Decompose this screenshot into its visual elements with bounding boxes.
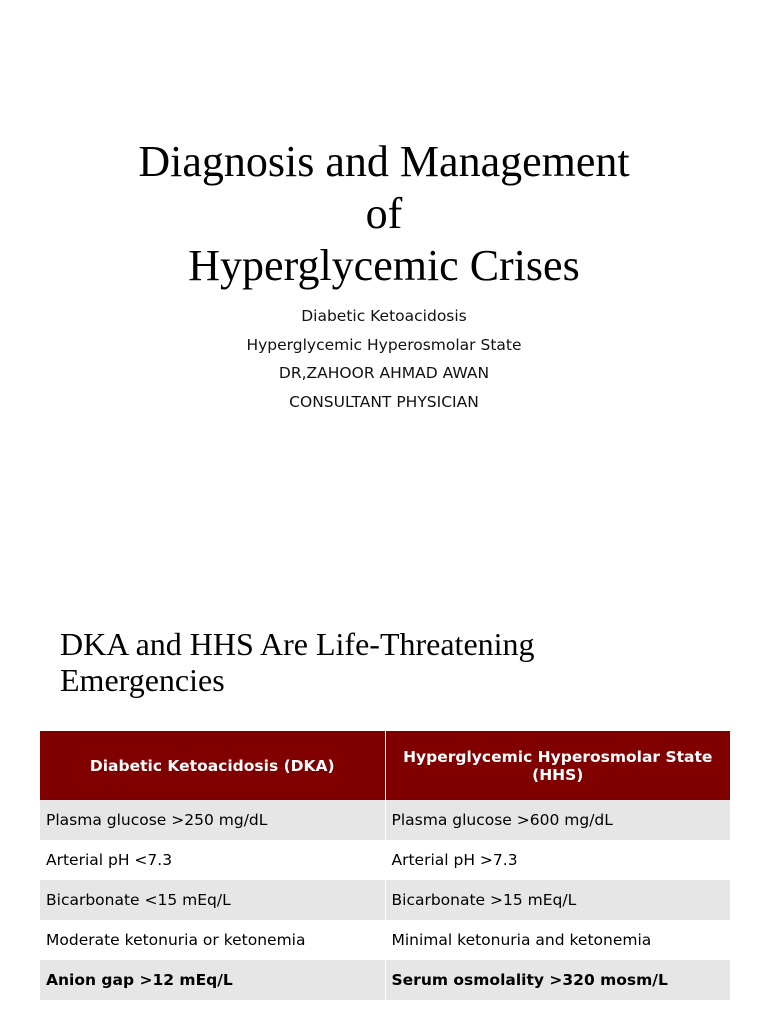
title-line-2: of — [365, 189, 403, 238]
table-row — [40, 920, 730, 960]
table-cell: Bicarbonate >15 mEq/L — [385, 880, 730, 920]
table-cell: Plasma glucose >600 mg/dL — [385, 800, 730, 840]
comparison-heading — [60, 626, 710, 698]
table-cell: Arterial pH <7.3 — [40, 840, 385, 880]
header-dka: Diabetic Ketoacidosis (DKA) — [40, 731, 385, 800]
dka-hhs-comparison-table — [40, 731, 730, 1000]
subtitle-line-4: CONSULTANT PHYSICIAN — [289, 392, 479, 411]
table-cell: Plasma glucose >250 mg/dL — [40, 800, 385, 840]
table-cell: Arterial pH >7.3 — [385, 840, 730, 880]
slide-title-heading — [0, 136, 768, 292]
table-cell: Minimal ketonuria and ketonemia — [385, 920, 730, 960]
title-line-1: Diagnosis and Management — [138, 137, 630, 186]
subtitle-line-2: Hyperglycemic Hyperosmolar State — [246, 335, 522, 354]
header-hhs: Hyperglycemic Hyperosmolar State (HHS) — [385, 731, 730, 800]
table-header-row — [40, 731, 730, 800]
heading-line-2: Emergencies — [60, 662, 225, 698]
slide-subtitle — [0, 302, 768, 416]
table-row — [40, 880, 730, 920]
table-cell: Serum osmolality >320 mosm/L — [385, 960, 730, 1000]
table-row — [40, 960, 730, 1000]
slide-comparison — [0, 576, 768, 1024]
table-cell: Anion gap >12 mEq/L — [40, 960, 385, 1000]
table-row — [40, 800, 730, 840]
table-cell: Moderate ketonuria or ketonemia — [40, 920, 385, 960]
subtitle-line-3: DR,ZAHOOR AHMAD AWAN — [278, 364, 490, 382]
title-line-3: Hyperglycemic Crises — [188, 241, 580, 290]
heading-line-1: DKA and HHS Are Life-Threatening — [60, 626, 535, 662]
table-row — [40, 840, 730, 880]
subtitle-line-1: Diabetic Ketoacidosis — [301, 307, 467, 325]
table-cell: Bicarbonate <15 mEq/L — [40, 880, 385, 920]
